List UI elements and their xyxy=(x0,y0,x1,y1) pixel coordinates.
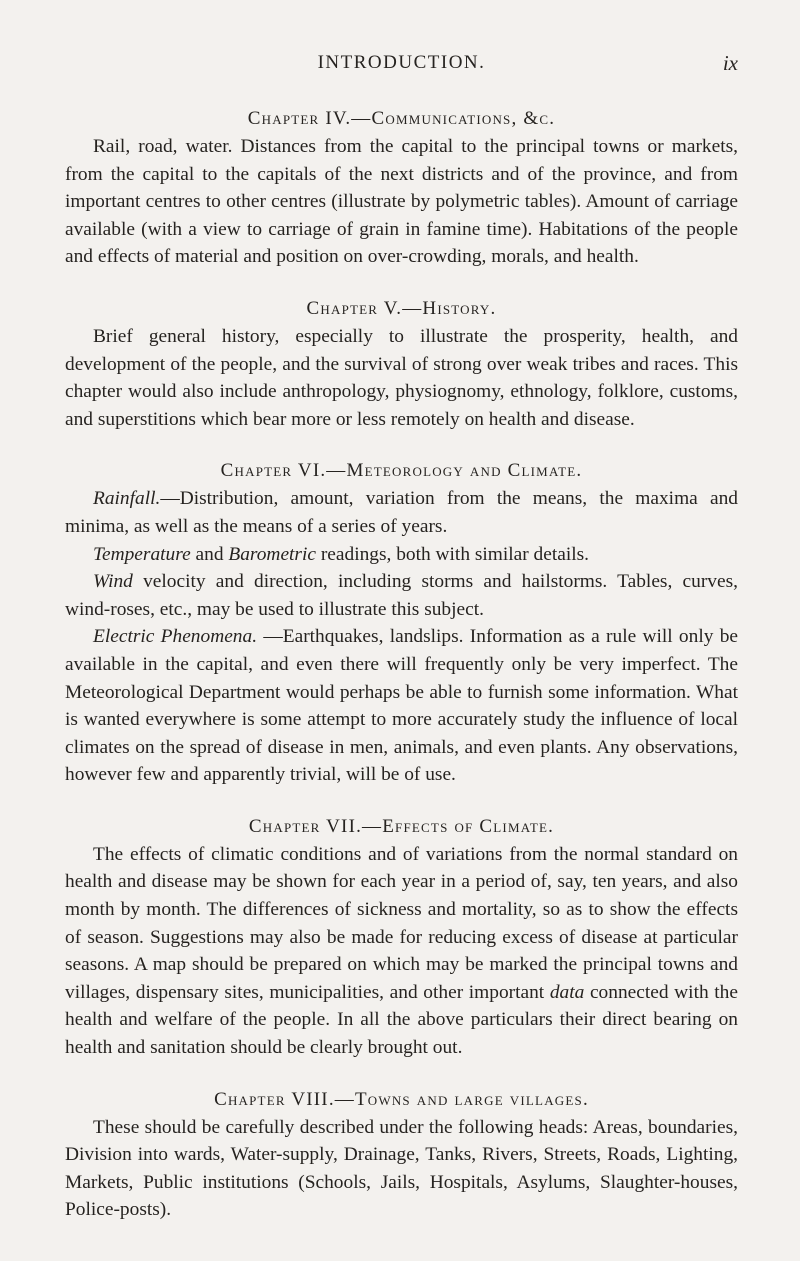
temperature-lead: Temperature xyxy=(93,543,191,565)
running-title: INTRODUCTION. xyxy=(317,52,486,73)
paragraph-text: Rail, road, water. Distances from the capital to the principal towns or markets, from the capital to the capitals of the next districts and of the province, and from important centres to other centres (illustrate by polymetric tables). Amount of carriage available (with a view to carriage of grain in famine time). Habitations of the people and effects of material and position on over-crowding, morals, and health. xyxy=(65,136,738,268)
chapter-4-paragraph xyxy=(65,133,738,271)
paragraph-text: —Earthquakes, landslips. Information as a rule will only be available in the capital, and even there will frequently only be very imperfect. The Meteorological Department would perhaps be able to furnish some information. What is wanted everywhere is some attempt to more accurately study the influence of local climates on the spread of disease in men, animals, and even plants. Any observations, however few and apparently trivial, will be of use. xyxy=(65,626,739,786)
paragraph-text: velocity and direction, including storms and hailstorms. Tables, curves, wind-roses, etc., may be used to illustrate this subject. xyxy=(65,571,738,620)
paragraph-text: —Distribution, amount, variation from the means, the maxima and minima, as well as the means of a series of years. xyxy=(65,488,738,537)
chapter-8-heading: Chapter VIII.—Towns and large villages. xyxy=(214,1088,589,1110)
paragraph-text: These should be carefully described under the following heads: Areas, boundaries, Division into wards, Water-supply, Drainage, Tanks, Rivers, Streets, Roads, Lighting, Markets, Public institutions (Schools, Jails, Hospitals, Asylums, Slaughter-houses, Police-posts). xyxy=(65,1116,738,1221)
paragraph-text: connected with the health and welfare of the people. In all the above particulars their direct bearing on health and sanitation should be clearly brought out. xyxy=(65,981,738,1059)
chapter-5-heading: Chapter V.—History. xyxy=(306,297,497,319)
chapter-7-heading: Chapter VII.—Effects of Climate. xyxy=(248,815,555,837)
paragraph-text: Brief general history, especially to illustrate the prosperity, health, and development of the people, and the survival of strong over weak tribes and races. This chapter would also include anthropology, physiognomy, ethnology, folklore, customs, and superstitions which bear more or less remotely on health and disease. xyxy=(65,325,738,430)
chapter-4-heading: Chapter IV.—Communications, &c. xyxy=(247,108,556,129)
running-head xyxy=(65,40,738,80)
chapter-7-paragraph xyxy=(65,841,738,1062)
paragraph-text: and xyxy=(190,543,229,565)
rainfall-paragraph xyxy=(65,485,738,540)
chapter-8-paragraph xyxy=(65,1114,738,1224)
temperature-paragraph xyxy=(65,541,738,569)
chapter-5-paragraph xyxy=(65,323,738,433)
wind-lead: Wind xyxy=(93,571,133,593)
paragraph-text: The effects of climatic conditions and of variations from the normal standard on health and disease may be shown for each year in a period of, say, ten years, and also month by month. The differences of sickness and mortality, so as to show the effects of season. Suggestions may also be made for reducing excess of disease at particular seasons. A map should be prepared on which may be marked the principal towns and villages, dispensary sites, municipalities, and other important xyxy=(65,843,738,1003)
electric-phenomena-paragraph xyxy=(65,623,738,789)
page-number: ix xyxy=(722,51,738,75)
chapter-6-heading: Chapter VI.—Meteorology and Climate. xyxy=(220,460,583,482)
barometric-lead: Barometric xyxy=(228,543,316,565)
electric-phenomena-lead: Electric Phenomena. xyxy=(93,626,258,648)
rainfall-lead: Rainfall. xyxy=(93,488,161,510)
paragraph-text: readings, both with similar details. xyxy=(315,543,590,565)
wind-paragraph xyxy=(65,568,738,623)
data-word: data xyxy=(549,981,585,1003)
